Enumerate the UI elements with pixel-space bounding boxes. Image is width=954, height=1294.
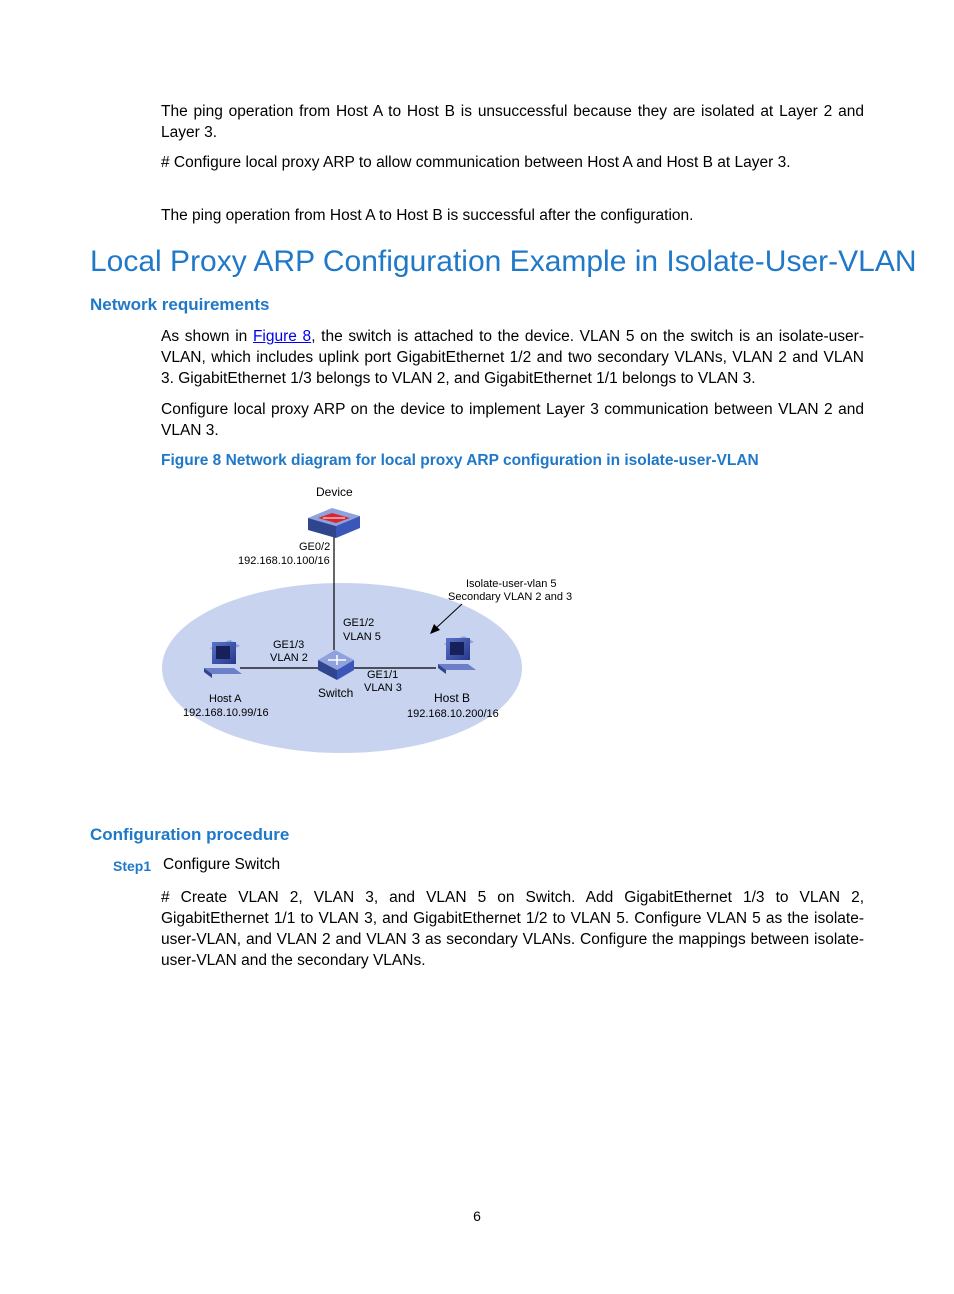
host-a-ip-label: 192.168.10.99/16 <box>183 707 269 719</box>
right-vlan-label: VLAN 3 <box>364 682 402 694</box>
annotation-line-2: Secondary VLAN 2 and 3 <box>448 591 573 603</box>
figure-caption: Figure 8 Network diagram for local proxy ARP configuration in isolate-user-VLAN <box>161 452 759 469</box>
left-port-label: GE1/3 <box>273 639 305 651</box>
right-port-label: GE1/1 <box>367 669 399 681</box>
device-label: Device <box>316 485 353 499</box>
device-ip-label: 192.168.10.100/16 <box>238 555 330 567</box>
step-label: Step1 <box>113 858 152 874</box>
uplink-port-label: GE1/2 <box>343 617 375 629</box>
left-vlan-label: VLAN 2 <box>270 652 308 664</box>
step-text: Configure Switch <box>163 856 281 873</box>
figure-8-link[interactable]: Figure 8 <box>252 328 312 345</box>
paragraph-configure-proxy-arp: # Configure local proxy ARP to allow communication between Host A and Host B at Layer 3. <box>161 154 791 171</box>
paragraph-network-description <box>161 326 864 389</box>
network-diagram <box>160 478 600 768</box>
switch-label: Switch <box>318 686 354 700</box>
paragraph-ping-unsuccessful: The ping operation from Host A to Host B is unsuccessful because they are isolated at Layer 2 and Layer 3. <box>161 103 864 141</box>
paragraph-configure-goal: Configure local proxy ARP on the device to implement Layer 3 communication between VLAN 2 and VLAN 3. <box>161 401 864 439</box>
paragraph-rest: , the switch is attached to the device. VLAN 5 on the switch is an isolate-user-VLAN, which includes uplink port GigabitEthernet 1/2 and two secondary VLANs, VLAN 2 and VLAN 3. GigabitEthernet 1/3 belongs to VLAN 2, and GigabitEthernet 1/1 belongs to VLAN 3. <box>161 328 864 387</box>
host-b-ip-label: 192.168.10.200/16 <box>407 708 499 720</box>
paragraph-prefix: As shown in <box>161 328 253 345</box>
paragraph-ping-successful: The ping operation from Host A to Host B is successful after the configuration. <box>161 207 694 224</box>
device-port-label: GE0/2 <box>299 541 331 553</box>
paragraph-create-vlans: # Create VLAN 2, VLAN 3, and VLAN 5 on Switch. Add GigabitEthernet 1/3 to VLAN 2, GigabitEthernet 1/1 to VLAN 3, and GigabitEthernet 1/2 to VLAN 5. Configure VLAN 5 as the isolate-user-VLAN, and VLAN 2 and VLAN 3 as secondary VLANs. Configure the mappings between isolate-user-VLAN and the secondary VLANs. <box>161 889 864 969</box>
device-icon <box>308 508 360 538</box>
section-title: Local Proxy ARP Configuration Example in Isolate-User-VLAN <box>90 245 917 278</box>
page-number: 6 <box>473 1208 481 1224</box>
heading-network-requirements: Network requirements <box>90 295 270 314</box>
heading-configuration-procedure: Configuration procedure <box>90 825 290 844</box>
uplink-vlan-label: VLAN 5 <box>343 631 381 643</box>
host-b-label: Host B <box>434 691 471 705</box>
annotation-line-1: Isolate-user-vlan 5 <box>466 578 557 590</box>
host-a-label: Host A <box>209 693 242 705</box>
